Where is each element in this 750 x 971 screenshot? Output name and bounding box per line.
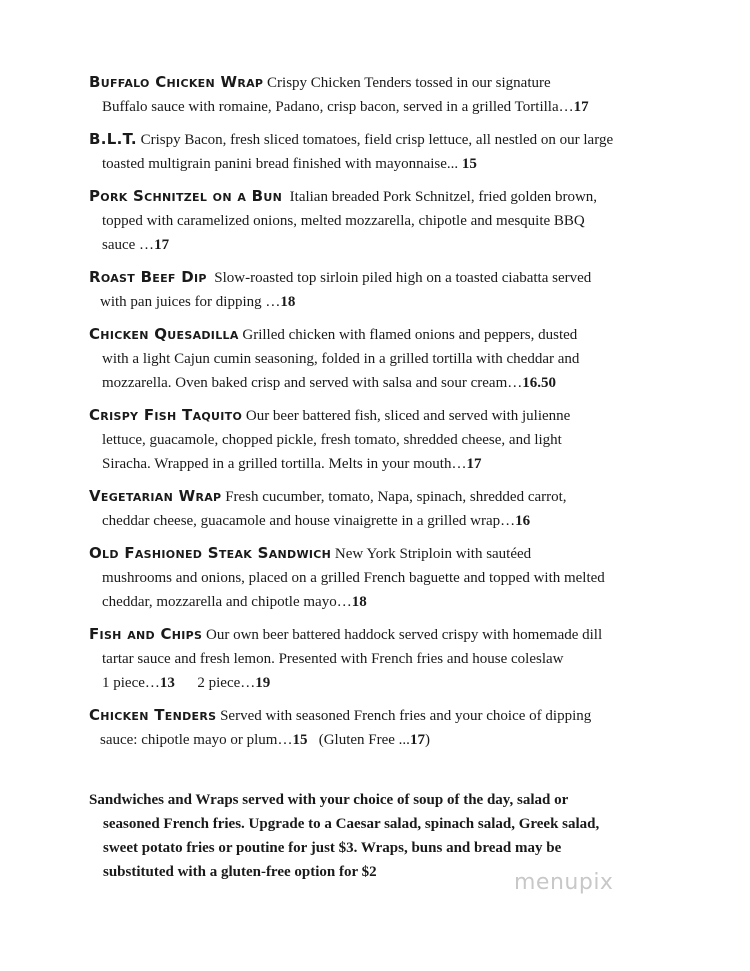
footer-line: seasoned French fries. Upgrade to a Caesar salad, spinach salad, Greek salad, xyxy=(103,816,600,832)
item-price: 17 xyxy=(154,237,170,253)
item-description: Slow-roasted top sirloin piled high on a toasted ciabatta served xyxy=(214,270,592,286)
item-description: Our own beer battered haddock served crispy with homemade dill xyxy=(206,627,603,643)
item-description: Italian breaded Pork Schnitzel, fried golden brown, xyxy=(289,189,598,205)
item-description: Siracha. Wrapped in a grilled tortilla. Melts in your mouth… xyxy=(102,456,467,472)
gluten-free-close: ) xyxy=(424,732,430,748)
item-description: Buffalo sauce with romaine, Padano, crisp bacon, served in a grilled Tortilla… xyxy=(102,99,574,115)
menu-item-crispy-fish-taquito xyxy=(89,403,669,476)
footer-line: substituted with a gluten-free option for $2 xyxy=(103,864,377,880)
item-name: Chicken Quesadilla xyxy=(89,325,239,343)
watermark-logo: menupix xyxy=(514,870,614,895)
gluten-free-label: (Gluten Free ... xyxy=(318,732,410,748)
item-description: cheddar, mozzarella and chipotle mayo… xyxy=(102,594,352,610)
item-price: 16.50 xyxy=(522,375,557,391)
option-price: 13 xyxy=(159,675,175,691)
item-price: 16 xyxy=(515,513,531,529)
item-description: Our beer battered fish, sliced and served with julienne xyxy=(245,408,571,424)
item-price: 17 xyxy=(573,99,589,115)
menu-item-blt xyxy=(89,127,669,176)
item-name: Crispy Fish Taquito xyxy=(89,406,243,424)
item-price: 15 xyxy=(461,156,477,172)
item-description: sauce: chipotle mayo or plum… xyxy=(100,732,293,748)
menu-item-pork-schnitzel xyxy=(89,184,669,257)
item-description: toasted multigrain panini bread finished with mayonnaise... xyxy=(102,156,462,172)
item-description: Grilled chicken with flamed onions and peppers, dusted xyxy=(242,327,578,343)
footer-line: Sandwiches and Wraps served with your choice of soup of the day, salad or xyxy=(89,792,569,808)
item-price: 15 xyxy=(292,732,308,748)
item-description: tartar sauce and fresh lemon. Presented with French fries and house coleslaw xyxy=(102,651,564,667)
footer-line: sweet potato fries or poutine for just $3. Wraps, buns and bread may be xyxy=(103,840,562,856)
menu-item-old-fashioned-steak-sandwich xyxy=(89,541,669,614)
item-description: topped with caramelized onions, melted mozzarella, chipotle and mesquite BBQ xyxy=(102,213,585,229)
item-name: Fish and Chips xyxy=(89,625,203,643)
menu-item-buffalo-chicken-wrap xyxy=(89,70,669,119)
item-price: 18 xyxy=(351,594,367,610)
item-name: Roast Beef Dip xyxy=(89,268,207,286)
menu-item-roast-beef-dip xyxy=(89,265,669,314)
item-name: B.L.T. xyxy=(89,130,137,148)
option-price: 19 xyxy=(255,675,271,691)
menu-item-chicken-quesadilla xyxy=(89,322,669,395)
option-label: 2 piece… xyxy=(197,675,256,691)
item-name: Buffalo Chicken Wrap xyxy=(89,73,264,91)
gluten-free-price: 17 xyxy=(409,732,425,748)
item-description: New York Striploin with sautéed xyxy=(334,546,532,562)
menu-item-chicken-tenders xyxy=(89,703,669,752)
item-description: sauce … xyxy=(102,237,155,253)
item-name: Chicken Tenders xyxy=(89,706,217,724)
item-name: Pork Schnitzel on a Bun xyxy=(89,187,283,205)
menu-item-fish-and-chips xyxy=(89,622,669,695)
item-description: Crispy Chicken Tenders tossed in our signature xyxy=(267,75,551,91)
item-description: with a light Cajun cumin seasoning, folded in a grilled tortilla with cheddar and xyxy=(102,351,580,367)
item-name: Vegetarian Wrap xyxy=(89,487,222,505)
item-description: with pan juices for dipping … xyxy=(100,294,281,310)
menu-list xyxy=(89,70,669,760)
item-description: lettuce, guacamole, chopped pickle, fresh tomato, shredded cheese, and light xyxy=(102,432,562,448)
item-description: cheddar cheese, guacamole and house vinaigrette in a grilled wrap… xyxy=(102,513,516,529)
item-price: 18 xyxy=(280,294,296,310)
item-description: mozzarella. Oven baked crisp and served with salsa and sour cream… xyxy=(102,375,523,391)
item-name: Old Fashioned Steak Sandwich xyxy=(89,544,332,562)
item-description: Fresh cucumber, tomato, Napa, spinach, shredded carrot, xyxy=(225,489,567,505)
menu-item-vegetarian-wrap xyxy=(89,484,669,533)
item-description: Crispy Bacon, fresh sliced tomatoes, field crisp lettuce, all nestled on our large xyxy=(140,132,614,148)
item-description: mushrooms and onions, placed on a grilled French baguette and topped with melted xyxy=(102,570,605,586)
item-description: Served with seasoned French fries and your choice of dipping xyxy=(220,708,592,724)
item-price: 17 xyxy=(466,456,482,472)
option-label: 1 piece… xyxy=(102,675,160,691)
